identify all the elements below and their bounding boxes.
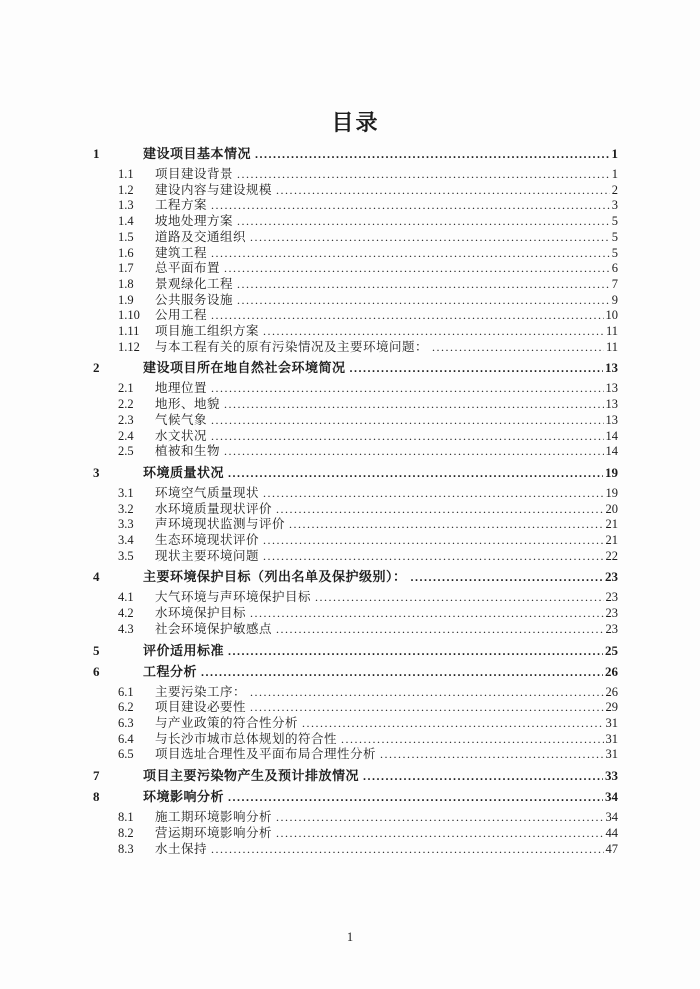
toc-entry — [118, 747, 618, 763]
toc-entry — [118, 324, 618, 340]
toc-entry-page: 34 — [605, 810, 618, 825]
toc-entry-title: 地形、地貌 — [155, 397, 221, 412]
toc-entry-number: 3.4 — [118, 533, 134, 548]
toc-entry-page: 20 — [605, 501, 618, 516]
toc-entry — [118, 429, 618, 445]
dot-leader — [250, 685, 603, 701]
toc-entry — [118, 810, 618, 826]
dot-leader — [250, 606, 603, 622]
toc-entry-title: 水环境保护目标 — [155, 606, 247, 621]
toc-entry-number: 6.4 — [118, 731, 134, 746]
dot-leader — [276, 810, 603, 826]
toc-entry-number: 1.11 — [118, 324, 140, 339]
dot-leader — [276, 183, 610, 199]
toc-entry — [93, 789, 618, 805]
toc-entry-number: 8.2 — [118, 825, 134, 840]
toc-entry-title: 与产业政策的符合性分析 — [155, 715, 299, 730]
toc-entry-title: 环境空气质量现状 — [155, 485, 260, 500]
toc-entry-title: 建筑工程 — [155, 245, 208, 260]
dot-leader — [263, 324, 604, 340]
dot-leader — [211, 308, 603, 324]
toc-entry-page: 19 — [605, 485, 618, 500]
dot-leader — [224, 397, 603, 413]
dot-leader — [211, 429, 603, 445]
dot-leader — [224, 444, 603, 460]
toc-entry-page: 31 — [605, 747, 618, 762]
toc-entry-number: 1.4 — [118, 214, 134, 229]
toc-entry-page: 31 — [605, 731, 618, 746]
toc-entry-page: 23 — [605, 621, 618, 636]
toc-entry-page: 13 — [605, 412, 618, 427]
toc-entry — [93, 360, 618, 376]
dot-leader — [263, 549, 603, 565]
toc-entry-title: 工程方案 — [155, 198, 208, 213]
toc-entry-number: 3.2 — [118, 501, 134, 516]
dot-leader — [211, 842, 603, 858]
toc-entry-page: 11 — [605, 324, 618, 339]
toc-entry-page: 13 — [605, 360, 618, 376]
toc-entry-number: 1.9 — [118, 292, 134, 307]
toc-entry — [118, 502, 618, 518]
toc-entry-title: 公用工程 — [155, 308, 208, 323]
dot-leader — [250, 700, 603, 716]
toc-entry-page: 1 — [611, 146, 618, 161]
toc-entry-page: 21 — [605, 517, 618, 532]
toc-entry-page: 13 — [605, 381, 618, 396]
toc-entry — [118, 517, 618, 533]
toc-entry — [118, 716, 618, 732]
toc-entry-title: 主要环境保护目标（列出名单及保护级别）： — [143, 569, 407, 585]
toc-entry — [118, 246, 618, 262]
toc-entry-title: 社会环境保护敏感点 — [155, 621, 273, 636]
dot-leader — [315, 590, 603, 606]
toc-entry-page: 11 — [605, 339, 618, 354]
toc-entry — [118, 842, 618, 858]
toc-entry-number: 4.3 — [118, 621, 134, 636]
toc-entry-page: 21 — [605, 533, 618, 548]
toc-entry — [118, 685, 618, 701]
dot-leader — [263, 533, 603, 549]
toc-entry-number: 8 — [93, 789, 100, 805]
toc-entry — [93, 569, 618, 585]
dot-leader — [237, 293, 610, 309]
toc-entry-page: 26 — [605, 663, 618, 679]
toc-entry-title: 水土保持 — [155, 841, 208, 856]
toc-entry-page: 10 — [605, 308, 618, 323]
toc-entry-title: 景观绿化工程 — [155, 276, 234, 291]
toc-entry-title: 地理位置 — [155, 381, 208, 396]
dot-leader — [250, 230, 610, 246]
toc-entry — [118, 413, 618, 429]
toc-entry — [118, 533, 618, 549]
toc-entry-page: 3 — [611, 198, 618, 213]
dot-leader — [255, 146, 609, 162]
toc-entry-title: 与本工程有关的原有污染情况及主要环境问题： — [155, 339, 429, 354]
toc-entry — [118, 230, 618, 246]
toc-entry-number: 2.2 — [118, 397, 134, 412]
toc-entry-title: 建设内容与建设规模 — [155, 182, 273, 197]
toc-entry-page: 5 — [611, 214, 618, 229]
toc-entry-page: 2 — [611, 182, 618, 197]
toc-entry-number: 3 — [93, 464, 100, 480]
toc-entry-title: 主要污染工序： — [155, 684, 247, 699]
toc-entry-title: 项目施工组织方案 — [155, 324, 260, 339]
toc-entry-page: 47 — [605, 841, 618, 856]
toc-entry-page: 33 — [605, 768, 618, 784]
toc-entry-title: 营运期环境影响分析 — [155, 825, 273, 840]
toc-entry — [118, 183, 618, 199]
toc-entry-title: 项目建设背景 — [155, 167, 234, 181]
toc-entry-page: 29 — [605, 700, 618, 715]
toc-entry — [118, 308, 618, 324]
toc-entry-number: 5 — [93, 642, 100, 658]
toc-entry-number: 2 — [93, 360, 100, 376]
toc-entry-page: 9 — [611, 292, 618, 307]
toc-entry-title: 道路及交通组织 — [155, 229, 247, 244]
toc-entry — [118, 549, 618, 565]
toc-entry-number: 6 — [93, 663, 100, 679]
toc-entry — [118, 826, 618, 842]
toc-entry-title: 生态环境现状评价 — [155, 533, 260, 548]
toc-entry-title: 水环境质量现状评价 — [155, 501, 273, 516]
toc-entry-page: 26 — [605, 684, 618, 699]
footer-page-number: 1 — [346, 930, 354, 944]
dot-leader — [237, 214, 610, 230]
toc-entry-title: 大气环境与声环境保护目标 — [155, 590, 312, 605]
toc-entry-number: 8.1 — [118, 810, 134, 825]
toc-entry — [118, 606, 618, 622]
toc-entry — [118, 340, 618, 356]
toc-entry-page: 34 — [605, 789, 618, 805]
toc-entry-number: 8.3 — [118, 841, 134, 856]
toc-entry — [93, 643, 618, 659]
toc-entry — [93, 465, 618, 481]
toc-entry-number: 1.7 — [118, 261, 134, 276]
dot-leader — [224, 261, 610, 277]
toc-entry — [118, 444, 618, 460]
toc-entry — [118, 622, 618, 638]
dot-leader — [380, 747, 603, 763]
toc-entry-number: 1.3 — [118, 198, 134, 213]
toc-entry-page: 5 — [611, 245, 618, 260]
toc-entry — [118, 381, 618, 397]
toc-entry-title: 评价适用标准 — [143, 642, 225, 658]
dot-leader — [237, 277, 610, 293]
dot-leader — [341, 732, 603, 748]
toc-entry-title: 施工期环境影响分析 — [155, 810, 273, 825]
toc-entry-page: 6 — [611, 261, 618, 276]
toc-entry-title: 与长沙市城市总体规划的符合性 — [155, 731, 338, 746]
dot-leader — [411, 569, 603, 585]
toc-entry-number: 2.5 — [118, 444, 134, 459]
dot-leader — [289, 517, 603, 533]
toc-entry-number: 1.10 — [118, 308, 140, 323]
page-title: 目录 — [331, 110, 380, 135]
dot-leader — [276, 622, 603, 638]
toc-entry — [118, 198, 618, 214]
toc-entry — [118, 277, 618, 293]
toc-entry-title: 项目选址合理性及平面布局合理性分析 — [155, 747, 377, 762]
toc-entry-page: 31 — [605, 715, 618, 730]
toc-entry — [118, 397, 618, 413]
toc-entry-title: 植被和生物 — [155, 444, 221, 459]
toc-entry-number: 4.2 — [118, 606, 134, 621]
dot-leader — [228, 789, 603, 805]
toc-entry-page: 22 — [605, 548, 618, 563]
toc-entry — [118, 700, 618, 716]
toc-entry-title: 建设项目基本情况 — [143, 146, 252, 161]
toc-entry-page: 25 — [605, 642, 618, 658]
toc-entry-number: 1.2 — [118, 182, 134, 197]
toc-entry — [118, 167, 618, 183]
dot-leader — [228, 465, 603, 481]
dot-leader — [276, 502, 603, 518]
toc-entry-number: 7 — [93, 768, 100, 784]
toc-entry-page: 44 — [605, 825, 618, 840]
toc-entry-page: 14 — [605, 428, 618, 443]
toc-entry — [118, 732, 618, 748]
toc-entry-page: 7 — [611, 276, 618, 291]
toc-entry-number: 1.8 — [118, 276, 134, 291]
dot-leader — [211, 246, 610, 262]
dot-leader — [211, 198, 610, 214]
toc-entry-title: 建设项目所在地自然社会环境简况 — [143, 360, 346, 376]
toc-entry-number: 1 — [93, 146, 100, 161]
toc-entry-number: 1.5 — [118, 229, 134, 244]
toc-entry-page: 23 — [605, 569, 618, 585]
toc-entry-page: 23 — [605, 590, 618, 605]
dot-leader — [237, 167, 610, 183]
toc-entry-title: 环境影响分析 — [143, 789, 225, 805]
dot-leader — [211, 413, 603, 429]
toc-entry-number: 6.3 — [118, 715, 134, 730]
toc-entry-number: 6.5 — [118, 747, 134, 762]
toc-entry — [118, 293, 618, 309]
toc-entry-number: 3.1 — [118, 485, 134, 500]
toc-entry — [93, 664, 618, 680]
toc-entry-title: 现状主要环境问题 — [155, 548, 260, 563]
toc-entry-title: 工程分析 — [143, 663, 198, 679]
toc-entry — [93, 768, 618, 784]
toc-entry-number: 1.1 — [118, 167, 134, 181]
toc-entry — [118, 590, 618, 606]
toc-entry-number: 6.2 — [118, 700, 134, 715]
dot-leader — [276, 826, 603, 842]
toc-entry-page: 23 — [605, 606, 618, 621]
dot-leader — [263, 486, 603, 502]
toc-entry-title: 坡地处理方案 — [155, 214, 234, 229]
dot-leader — [350, 360, 603, 376]
toc-entry-page: 13 — [605, 397, 618, 412]
toc-entry-number: 4 — [93, 569, 100, 585]
toc-entry — [118, 214, 618, 230]
toc-entry-number: 4.1 — [118, 590, 134, 605]
toc-entry-title: 水文状况 — [155, 428, 208, 443]
toc-entry-number: 3.3 — [118, 517, 134, 532]
toc-entry — [118, 486, 618, 502]
toc-entry-title: 项目建设必要性 — [155, 700, 247, 715]
dot-leader — [211, 381, 603, 397]
dot-leader — [432, 340, 604, 356]
toc-entry-number: 1.6 — [118, 245, 134, 260]
toc-entry — [118, 261, 618, 277]
toc-entry-number: 2.1 — [118, 381, 134, 396]
dot-leader — [363, 768, 603, 784]
toc-entry-title: 总平面布置 — [155, 261, 221, 276]
toc-entry-number: 2.4 — [118, 428, 134, 443]
dot-leader — [228, 643, 603, 659]
toc-entry — [93, 146, 618, 162]
dot-leader — [302, 716, 603, 732]
toc-entry-title: 公共服务设施 — [155, 292, 234, 307]
toc-entry-number: 2.3 — [118, 412, 134, 427]
toc-list — [93, 146, 618, 857]
toc-entry-title: 环境质量状况 — [143, 464, 225, 480]
dot-leader — [201, 664, 603, 680]
toc-entry-number: 1.12 — [118, 339, 140, 354]
toc-entry-title: 声环境现状监测与评价 — [155, 517, 286, 532]
toc-entry-page: 5 — [611, 229, 618, 244]
toc-entry-number: 6.1 — [118, 684, 134, 699]
toc-entry-page: 19 — [605, 464, 618, 480]
toc-entry-title: 气候气象 — [155, 412, 208, 427]
toc-entry-page: 14 — [605, 444, 618, 459]
toc-entry-page: 1 — [611, 167, 618, 181]
toc-entry-number: 3.5 — [118, 548, 134, 563]
toc-entry-title: 项目主要污染物产生及预计排放情况 — [143, 768, 360, 784]
